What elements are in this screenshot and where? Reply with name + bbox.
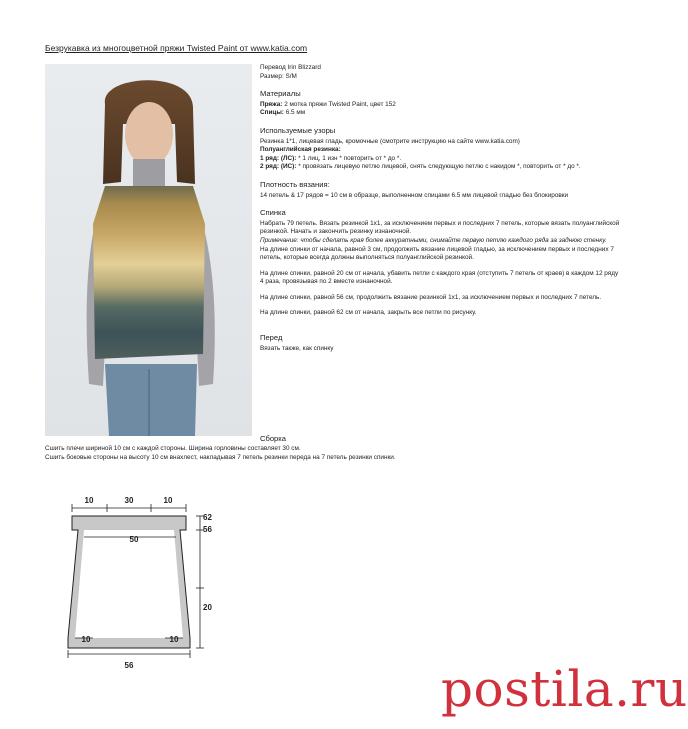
instructions-column xyxy=(260,64,620,353)
patterns-line1: Резинка 1*1, лицевая гладь, кромочные (смотрите инструкцию на сайте www.katia.com) xyxy=(260,137,520,145)
row2-text: * провязать лицевую петлю лицевой, снять следующую петлю с накидом *, повторить от * до *. xyxy=(296,163,581,171)
back-paragraph-5: На длине спинки, равной 62 см от начала, закрыть все петли по рисунку. xyxy=(260,309,477,317)
top-left-label: 10 xyxy=(84,496,94,505)
right-20-label: 20 xyxy=(203,603,212,612)
needles-label: Спицы: xyxy=(260,109,284,117)
garment-schema xyxy=(62,490,232,675)
row1-text: * 1 лиц, 1 изн * повторить от * до *. xyxy=(296,154,402,162)
gauge-heading: Плотность вязания: xyxy=(260,179,330,189)
gauge-text: 14 петель & 17 рядов = 10 см в образце, выполненном спицами 6.5 мм лицевой гладью без блокировки xyxy=(260,191,569,199)
watermark-text: postila.ru xyxy=(441,660,688,718)
back-paragraph-4: На длине спинки, равной 56 см, продолжить вязание резинкой 1х1, за исключением первых и последних 7 петель. xyxy=(260,293,602,301)
back-paragraph-3: На длине спинки, равной 20 см от начала, убавить петли с каждого края (отступить 7 петель от краев) в каждом 12 ряду 4 раза, провязывая по 2 вместе изнаночной. xyxy=(260,269,619,286)
right-62-label: 62 xyxy=(203,513,212,522)
pattern-row2 xyxy=(260,163,620,172)
postila-watermark xyxy=(441,660,688,718)
assembly-line1: Сшить плечи шириной 10 см с каждой стороны. Ширина горловины составляет 30 см. xyxy=(45,445,301,452)
front-heading: Перед xyxy=(260,333,283,343)
translation-credit: Перевод Irin Blizzard xyxy=(260,64,321,71)
back-paragraph-2: На длине спинки от начала, равной 3 см, продолжить вязание лицевой гладью, за исключением первых и последних 7 петель, которые всегда должны выполняться полуанглийской резинкой. xyxy=(260,245,614,262)
top-mid-label: 30 xyxy=(124,496,134,505)
inner-width-label: 50 xyxy=(129,535,139,544)
assembly-heading: Сборка xyxy=(260,434,286,443)
front-text: Вязать также, как спинку xyxy=(260,344,334,352)
yarn-text: 2 мотка пряжи Twisted Paint, цвет 152 xyxy=(282,100,396,108)
back-heading: Спинка xyxy=(260,208,286,218)
assembly-line2: Сшить боковые стороны на высоту 10 см внахлест, накладывая 7 петель резинки переда на 7 петель резинки спинки. xyxy=(45,453,396,461)
row1-label: 1 ряд: (ЛС): xyxy=(260,154,297,162)
needles-text: 6.5 мм xyxy=(283,109,306,117)
needles-line xyxy=(260,109,620,118)
document-title: Безрукавка из многоцветной пряжи Twisted Paint от www.katia.com xyxy=(45,43,308,53)
size-line: Размер: S/M xyxy=(260,72,297,80)
patterns-heading: Используемые узоры xyxy=(260,125,336,135)
top-right-label: 10 xyxy=(163,496,173,505)
yarn-line xyxy=(260,101,620,110)
model-photo xyxy=(45,64,252,436)
back-paragraph-1: Набрать 79 петель. Вязать резинкой 1х1, за исключением первых и последних 7 петель, которые вязать полуанглийской резинкой. Начать и закончить резинку изнаночной. xyxy=(260,219,620,236)
assembly-text xyxy=(45,445,615,462)
vest-photo-illustration xyxy=(45,64,252,436)
schema-inner-area xyxy=(75,530,183,638)
row2-label: 2 ряд: (ИС): xyxy=(260,163,297,171)
yarn-label: Пряжа: xyxy=(260,100,283,108)
back-note: Примечание: чтобы сделать края более аккуратными, снимайте первую петлю каждого ряда за заднюю стенку. xyxy=(260,236,607,244)
bottom-right-label: 10 xyxy=(169,635,179,644)
right-56-label: 56 xyxy=(203,525,212,534)
bottom-left-label: 10 xyxy=(81,635,91,644)
schema-drawing xyxy=(62,490,232,675)
materials-heading: Материалы xyxy=(260,89,301,99)
bottom-width-label: 56 xyxy=(124,661,134,670)
semi-english-rib-label: Полуанглийская резинка: xyxy=(260,146,341,154)
